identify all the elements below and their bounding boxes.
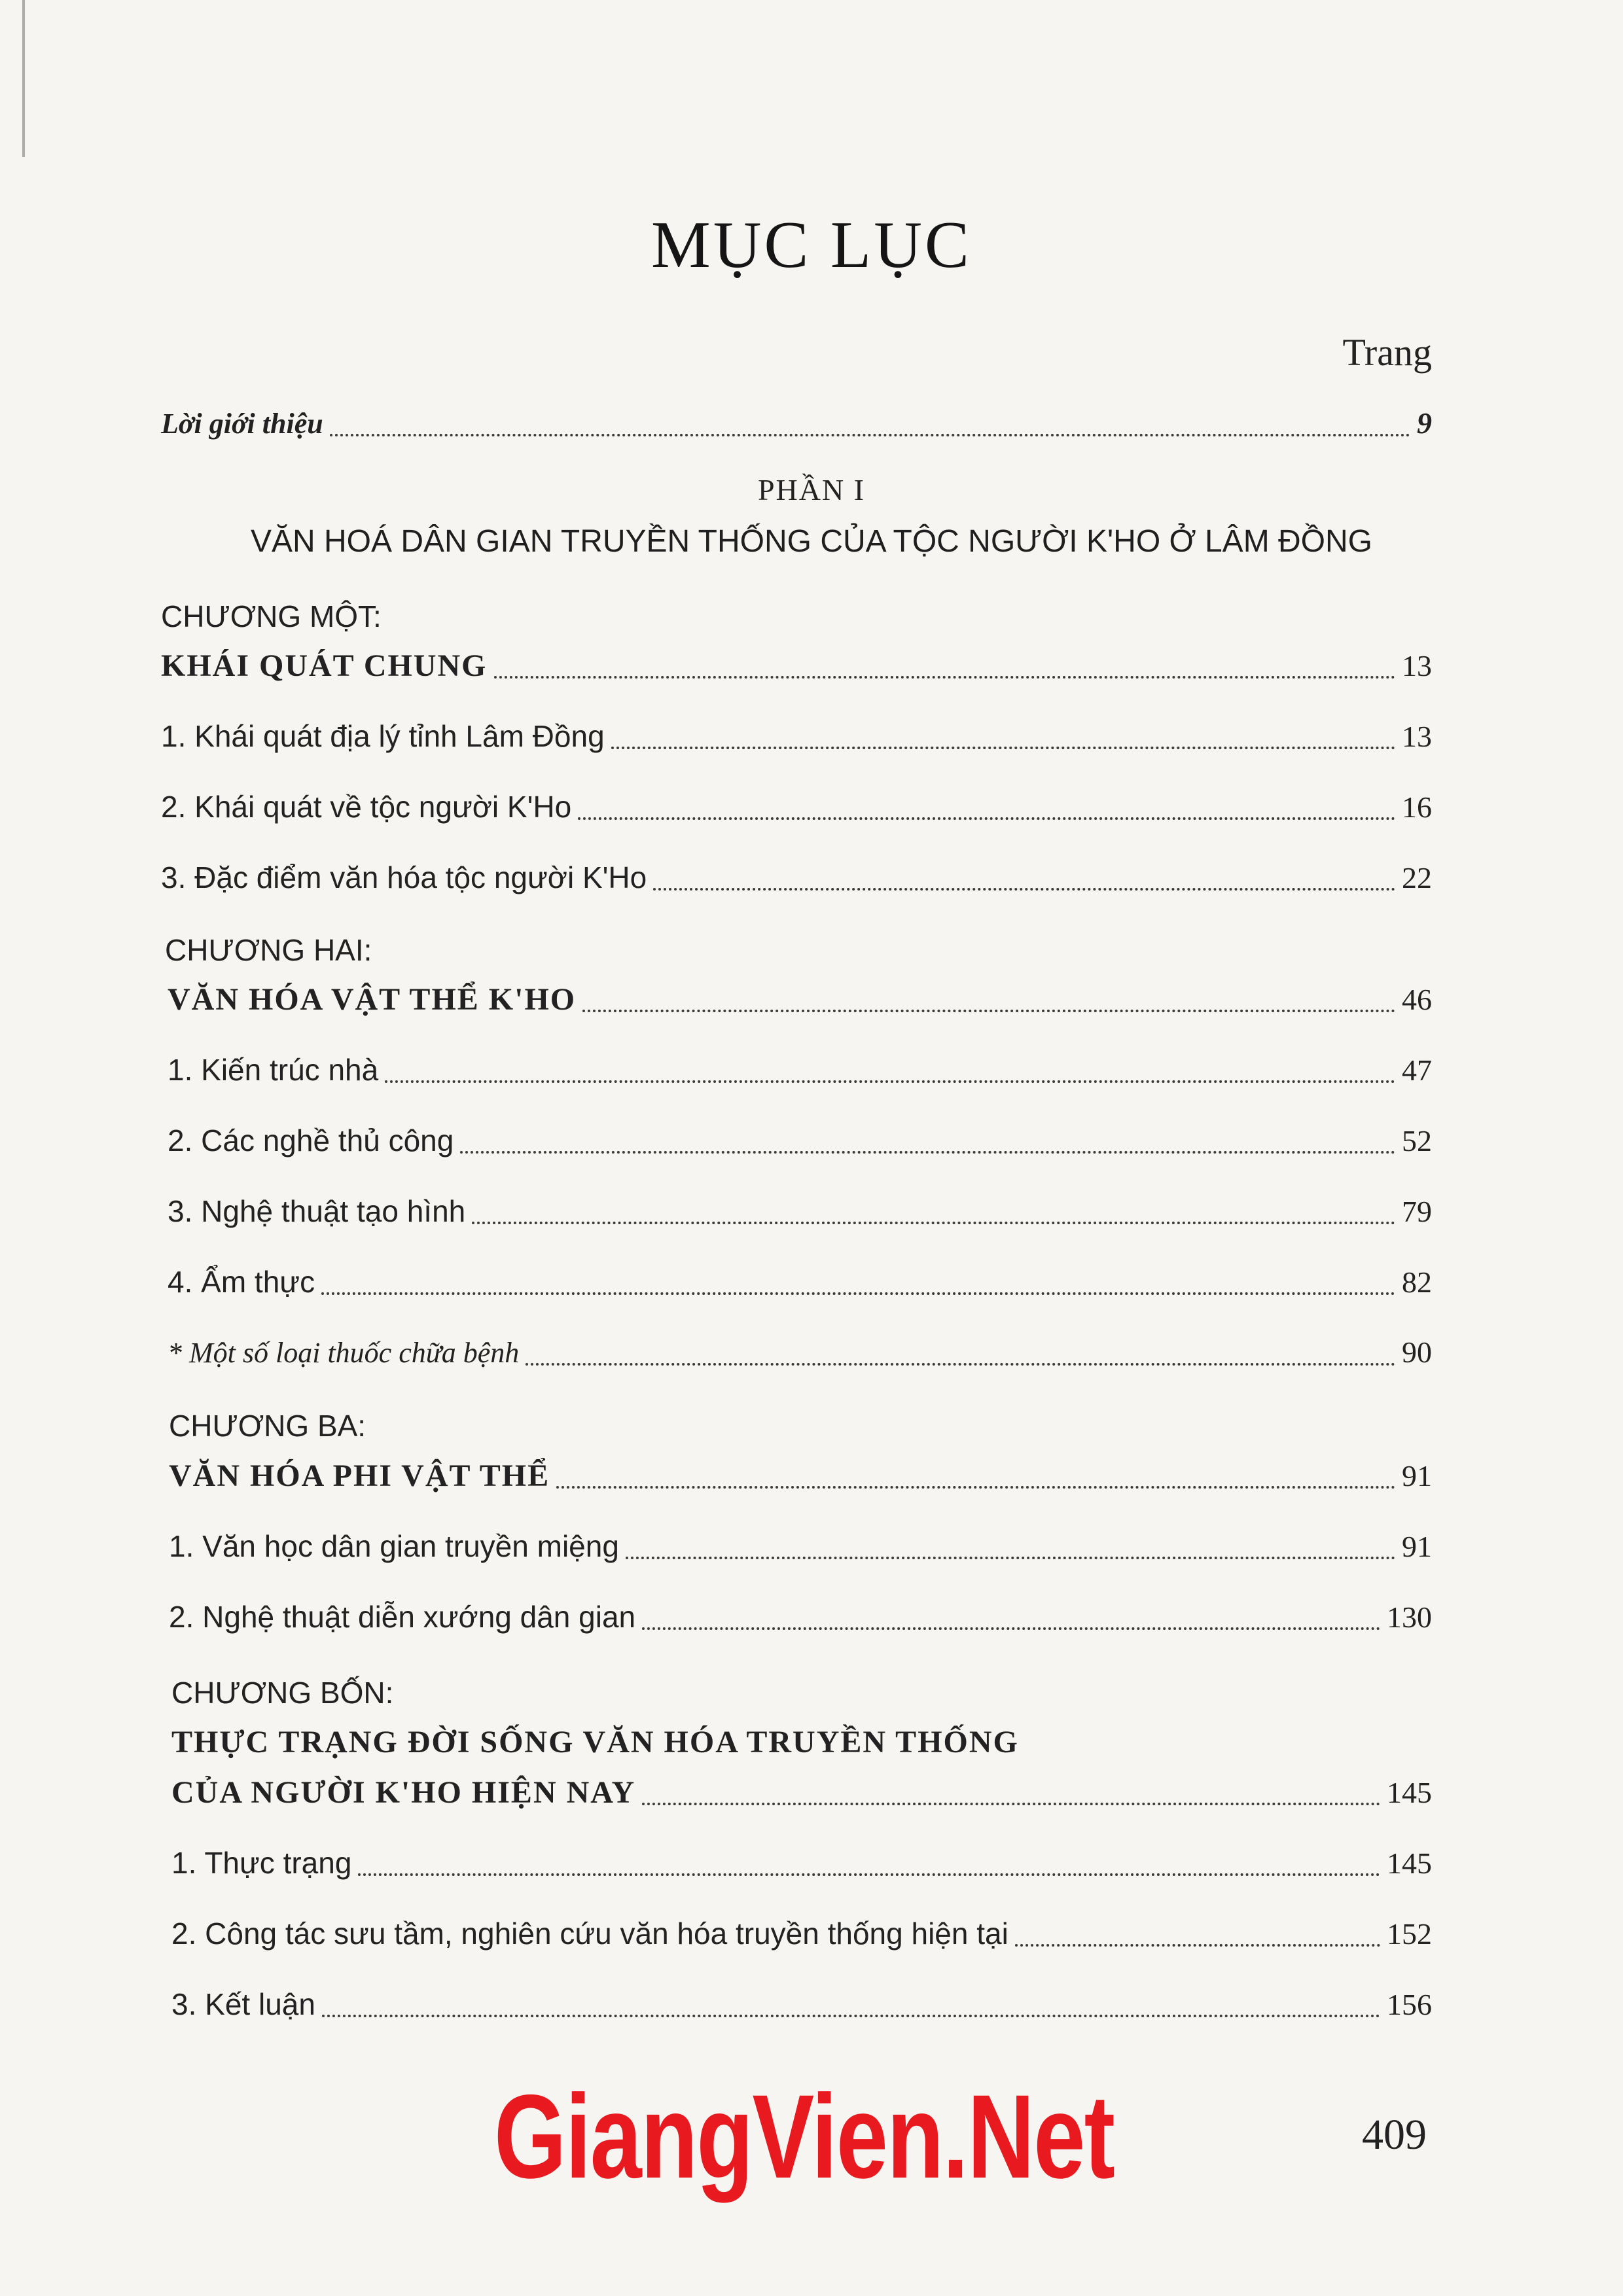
toc-entry-chapter-four[interactable] [171,1775,1432,1815]
toc-entry[interactable] [161,789,1432,830]
toc-entry[interactable] [168,1264,1432,1305]
dot-leader [582,1010,1395,1012]
toc-entry-intro[interactable] [161,406,1432,446]
toc-entry-page: 91 [1402,1530,1432,1563]
toc-entry-label: CỦA NGƯỜI K'HO HIỆN NAY [171,1775,636,1810]
toc-entry-label: 3. Nghệ thuật tạo hình [168,1194,466,1228]
chapter-two-name: CHƯƠNG HAI: [165,933,372,967]
toc-entry-page: 13 [1402,649,1432,682]
toc-entry-label: * Một số loại thuốc chữa bệnh [168,1337,520,1369]
toc-entry[interactable] [168,1052,1432,1093]
toc-entry-label: 2. Công tác sưu tầm, nghiên cứu văn hóa truyền thống hiện tại [171,1916,1008,1951]
toc-entry[interactable] [161,718,1432,759]
toc-entry-page: 91 [1402,1459,1432,1492]
toc-entry-chapter-one[interactable] [161,648,1432,688]
dot-leader [460,1151,1395,1154]
toc-entry-label: 1. Thực trạng [171,1846,352,1880]
toc-entry-label: 1. Khái quát địa lý tỉnh Lâm Đồng [161,719,605,753]
dot-leader [494,676,1396,679]
toc-entry-label: VĂN HÓA PHI VẬT THỂ [169,1458,550,1493]
page-edge-shadow [22,0,25,157]
dot-leader [642,1803,1380,1805]
toc-entry-label: 3. Đặc điểm văn hóa tộc người K'Ho [161,860,647,894]
toc-entry-page: 145 [1387,1846,1432,1880]
dot-leader [611,747,1395,749]
toc-entry-label: KHÁI QUÁT CHUNG [161,648,488,683]
toc-entry-chapter-three[interactable] [169,1458,1432,1498]
toc-entry-page: 52 [1402,1124,1432,1157]
toc-entry-page: 46 [1402,983,1432,1016]
page-column-header: Trang [1342,331,1432,374]
dot-leader [358,1873,1380,1876]
page-title: MỤC LỤC [651,208,972,283]
chapter-three-name: CHƯƠNG BA: [169,1409,366,1443]
dot-leader [472,1222,1395,1224]
chapter-one-name: CHƯƠNG MỘT: [161,599,382,633]
toc-entry-chapter-two[interactable] [168,981,1432,1022]
toc-entry-page: 13 [1402,720,1432,753]
dot-leader [385,1080,1395,1083]
toc-entry-label: 4. Ẩm thực [168,1265,315,1299]
toc-entry[interactable] [171,1987,1432,2027]
dot-leader [321,1292,1395,1295]
toc-entry[interactable] [168,1335,1432,1375]
part-label: PHẦN I [757,473,866,506]
toc-entry-label: 2. Khái quát về tộc người K'Ho [161,790,572,824]
toc-entry[interactable] [171,1916,1432,1956]
toc-entry[interactable] [169,1528,1432,1569]
watermark-logo: GiangVien.Net [494,2070,1115,2203]
toc-entry[interactable] [161,860,1432,900]
toc-entry[interactable] [168,1193,1432,1234]
toc-entry-page: 9 [1417,406,1432,440]
dot-leader [626,1557,1395,1559]
part-title: VĂN HOÁ DÂN GIAN TRUYỀN THỐNG CỦA TỘC NGƯỜI K'HO Ở LÂM ĐỒNG [250,524,1373,559]
toc-entry-page: 130 [1387,1600,1432,1634]
page-number: 409 [1362,2111,1427,2159]
toc-entry-label: VĂN HÓA VẬT THỂ K'HO [168,982,577,1017]
toc-entry-page: 47 [1402,1053,1432,1087]
toc-entry-page: 90 [1402,1335,1432,1369]
chapter-four-heading-line1: THỰC TRẠNG ĐỜI SỐNG VĂN HÓA TRUYỀN THỐNG [171,1725,1019,1759]
dot-leader [1015,1944,1380,1947]
toc-entry-page: 82 [1402,1265,1432,1299]
toc-entry-page: 16 [1402,790,1432,824]
toc-entry-page: 156 [1387,1988,1432,2021]
toc-entry-label: 2. Các nghề thủ công [168,1123,454,1157]
toc-entry-label: 2. Nghệ thuật diễn xướng dân gian [169,1600,636,1634]
toc-entry[interactable] [169,1599,1432,1640]
toc-entry-page: 152 [1387,1917,1432,1951]
toc-entry[interactable] [168,1123,1432,1163]
chapter-four-name: CHƯƠNG BỐN: [171,1676,394,1710]
dot-leader [556,1486,1395,1489]
toc-entry-page: 145 [1387,1776,1432,1809]
dot-leader [322,2015,1380,2017]
dot-leader [330,434,1410,436]
dot-leader [526,1363,1395,1366]
toc-entry[interactable] [171,1845,1432,1886]
toc-entry-label: Lời giới thiệu [161,408,323,440]
dot-leader [578,817,1395,820]
toc-entry-page: 22 [1402,861,1432,894]
toc-entry-label: 3. Kết luận [171,1987,315,2021]
toc-entry-page: 79 [1402,1195,1432,1228]
toc-entry-label: 1. Kiến trúc nhà [168,1053,379,1087]
dot-leader [653,888,1395,891]
toc-entry-label: 1. Văn học dân gian truyền miệng [169,1529,619,1563]
dot-leader [642,1627,1380,1630]
